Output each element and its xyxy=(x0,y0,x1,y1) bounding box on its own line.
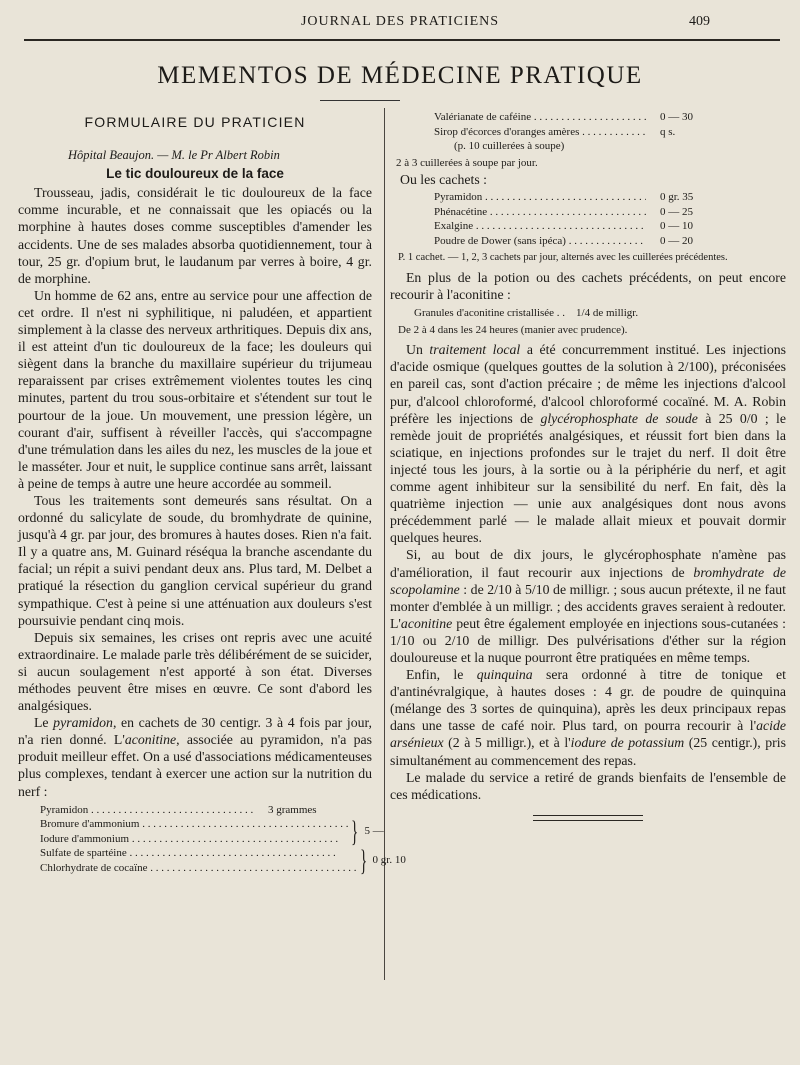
prescription-row: Pyramidon . . . 3 grammes xyxy=(40,803,360,818)
right-column xyxy=(390,108,786,821)
paragraph: Un homme de 62 ans, entre au service pour une affection de cet ordre. Il n'est ni syphilitique, ni paludéen, et appartient simplement à la classe des nerveux arthritiques. Depuis dix ans, il est atteint d'un tic douloureux de la face; les douleurs qui siègent dans la branche du maxillaire supérieur du trijumeau reparaissent par crises extrêmement violentes toutes les cinq minutes, partent du trou sous-orbitaire et s'étendent sur tout le pourtour de la joue. Un mouvement, une pression légère, un courant d'air, suffisent à réveiller l'accès, qui s'accompagne d'une trémulation dans les ailes du nez, les muscles de la joue et le masséter. Jour et nuit, le supplice continue sans arrêt, laissant à peine de temps à autre une heure accordée au sommeil. xyxy=(18,287,372,491)
prescription-group: Bromure d'ammonium . . . Iodure d'ammonium . . . } 5 — xyxy=(40,817,360,846)
paragraph: Si, au bout de dix jours, le glycérophosphate n'amène pas d'amélioration, il faut recourir aux injections de bromhydrate de scopolamine : de 2/10 à 5/10 de milligr. ; sous aucun prétexte, il ne faut monter d'emblée à un milligr. ; des accidents graves seraient à redouter. L'aconitine peut être également employée en injections sous-cutanées : 1/10 ou 2/10 de milligr. Des pulvérisations d'éther sur la région douloureuse et la nuque pourront être pratiquées en même temps. xyxy=(390,547,786,665)
paragraph: Trousseau, jadis, considérait le tic douloureux de la face comme incurable, et ne connaissait que les opiacés ou la morphine à hautes doses comme susceptibles d'amender les accidents. Une de ses malades absorba quotidiennement, tour à tour, 25 gr. d'opium brut, le laudanum par verres à boire, 4 gr. de morphine. xyxy=(18,185,372,286)
cachets-label: Ou les cachets : xyxy=(400,172,487,187)
hospital-line: Hôpital Beaujon. — M. le Pr Albert Robin xyxy=(68,148,280,163)
prescription-left xyxy=(40,803,406,877)
running-title: JOURNAL DES PRATICIENS xyxy=(300,14,500,29)
paragraph: Depuis six semaines, les crises ont repris avec une acuité extraordinaire. Le malade parle très délibérément de se suicider, si aucun soulagement n'est apporté à son état. Diverses méthodes peuvent être mises en œuvre. Ce sont d'abord les analgésiques. xyxy=(18,629,372,714)
paragraph: En plus de la potion ou des cachets précédents, on peut encore recourir à l'aconitine : xyxy=(390,270,786,303)
prescription-note: P. 1 cachet. — 1, 2, 3 cachets par jour, alternés avec les cuillerées précédentes. xyxy=(398,252,728,264)
page-title: MEMENTOS DE MÉDECINE PRATIQUE xyxy=(157,62,643,89)
article-subtitle: Le tic douloureux de la face xyxy=(106,166,284,182)
title-ornament xyxy=(320,100,400,101)
section-heading: FORMULAIRE DU PRATICIEN xyxy=(84,114,306,130)
header-rule xyxy=(24,39,780,41)
page-number: 409 xyxy=(689,14,710,29)
running-head xyxy=(24,14,776,34)
paragraph: Un traitement local a été concurremment institué. Les injections d'acide osmique (quelques gouttes de la solution à 2/100), préconisées en pareil cas, sont d'action précaire ; de même les injections d'alcool pur, d'alcool chloroformé, d'alcool chloroformé cocaïné. M. A. Robin préfère les injections de glycérophosphate de soude à 25 0/0 ; le remède jouit de propriétés analgésiques, et réussit fort bien dans la sciatique, en injections profondes sur le trajet du nerf. Il doit être injecté tous les jours, à la sortie ou à la périphérie du nerf, et agit comme agent inhibiteur sur la sensibilité du nerf. En fait, dès la quatrième injection — unie aux analgésiques dont nous avons précédemment parlé — le malade allait mieux et pouvait dormir quelques heures. xyxy=(390,342,787,546)
prescription-group: Sulfate de spartéine . . . Chlorhydrate de cocaïne . . . } 0 gr. 10 xyxy=(40,846,360,875)
left-column xyxy=(18,108,406,879)
aconitine-granules: Granules d'aconitine cristallisée . . 1/4 de milligr. xyxy=(414,307,639,320)
brace-icon: } xyxy=(351,814,359,848)
prescription-potion: Valérianate de caféine . . . 0 — 30 Sirop d'écorces d'oranges amères . . . q s. (p. 10 cuillerées à soupe) xyxy=(434,110,724,153)
paragraph: Le malade du service a retiré de grands bienfaits de l'ensemble de ces médications. xyxy=(390,769,786,802)
paragraph: Tous les traitements sont demeurés sans résultat. On a ordonné du salicylate de soude, du bromhydrate de quinine, jusqu'à 4 gr. par jour, des bromures à hautes doses. Rien n'a fait. Il y a quatre ans, M. Guinard réséqua la branche ascendante du facial; un répit a suivi pendant deux ans. Plus tard, M. Delbet a pratiqué la résection du ganglion cervical supérieur du grand sympathique. C'est à peine si une atténuation aux douleurs s'est poursuivie pendant cinq mois. xyxy=(18,492,372,628)
end-rule xyxy=(533,815,643,821)
prescription-note: (p. 10 cuillerées à soupe) xyxy=(454,140,565,152)
brace-icon: } xyxy=(359,843,367,877)
prescription-cachets: Pyramidon . . . 0 gr. 35 Phénacétine . . . 0 — 25 Exalgine . . . 0 — 10 Poudre de Dower (sans ipéca) . . . 0 — 20 xyxy=(434,190,724,248)
prescription-note: De 2 à 4 dans les 24 heures (manier avec prudence). xyxy=(398,324,628,337)
paragraph: Enfin, le quinquina sera ordonné à titre de tonique et d'antinévralgique, à hautes doses : 4 gr. de poudre de quinquina (mélange des 3 sortes de quinquina), après les deux principaux repas dans une tasse de café noir. Plus tard, on pourra recourir à l'acide arsénieux (2 à 5 milligr.), et à l'iodure de potassium (25 centigr.), pris simultanément au commencement des repas. xyxy=(390,667,786,768)
column-divider xyxy=(384,108,385,980)
dosing-line: 2 à 3 cuillerées à soupe par jour. xyxy=(396,157,538,169)
paragraph: Le pyramidon, en cachets de 30 centigr. 3 à 4 fois par jour, n'a rien donné. L'aconitine, associée au pyramidon, n'a pas produit meilleur effet. On a usé d'associations médicamenteuses plus complexes, tendant à exercer une action sur la nutrition du nerf : xyxy=(18,715,372,799)
